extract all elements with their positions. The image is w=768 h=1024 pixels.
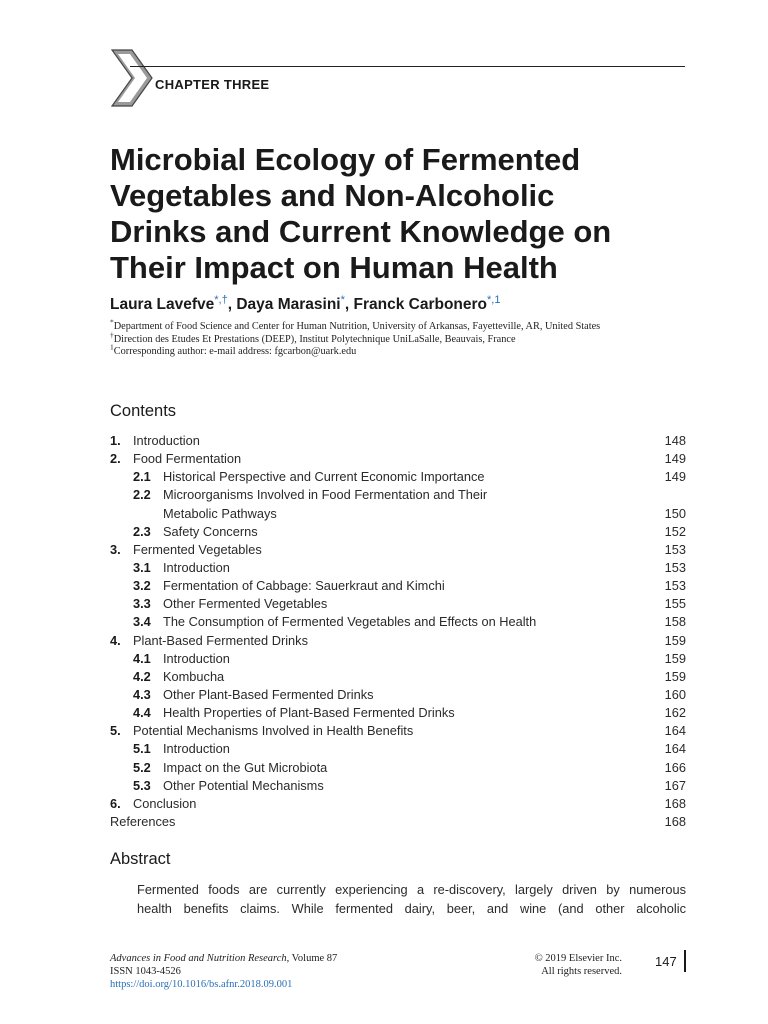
- author-affiliation-mark[interactable]: *: [340, 293, 345, 306]
- toc-entry-number: 2.: [110, 451, 121, 467]
- toc-entry-page: 159: [664, 668, 686, 684]
- author-affiliation-mark[interactable]: *,†: [214, 293, 228, 306]
- paper-title: [110, 142, 710, 286]
- toc-entry-number: 2.3: [133, 523, 151, 539]
- toc-entry-title: Food Fermentation: [133, 451, 242, 467]
- toc-entry[interactable]: [110, 450, 686, 468]
- title-line: Vegetables and Non-Alcoholic: [110, 178, 555, 213]
- toc-entry-page: 167: [664, 777, 686, 793]
- toc-entry-page: 168: [664, 813, 686, 829]
- toc-entry[interactable]: [110, 523, 686, 541]
- toc-entry-number: 3.: [110, 541, 121, 557]
- toc-entry[interactable]: [110, 795, 686, 813]
- toc-entry[interactable]: [110, 704, 686, 722]
- toc-entry-title: Introduction: [163, 650, 230, 666]
- toc-entry-title: The Consumption of Fermented Vegetables and Effects on Health: [163, 614, 537, 630]
- footer-citation: [110, 952, 337, 991]
- toc-entry[interactable]: [110, 668, 686, 686]
- toc-entry-page: 159: [664, 632, 686, 648]
- chapter-label: CHAPTER THREE: [155, 77, 270, 92]
- toc-entry-number: 5.3: [133, 777, 151, 793]
- author-name: Daya Marasini: [236, 296, 341, 313]
- abstract-heading: Abstract: [110, 850, 171, 868]
- toc-entry-page: 160: [664, 686, 686, 702]
- toc-entry-number: 4.1: [133, 650, 151, 666]
- toc-entry-number: 5.: [110, 723, 121, 739]
- affiliation: †Direction des Etudes Et Prestations (DEEP), Institut Polytechnique UniLaSalle, Beauvais, France: [110, 330, 516, 345]
- toc-entry-number: 3.2: [133, 578, 151, 594]
- toc-entry[interactable]: [110, 559, 686, 577]
- toc-entry-title: Health Properties of Plant-Based Fermented Drinks: [163, 705, 455, 721]
- toc-entry[interactable]: [110, 722, 686, 740]
- toc-entry[interactable]: [110, 468, 686, 486]
- toc-entry-page: 153: [664, 541, 686, 557]
- toc-entry[interactable]: [110, 541, 686, 559]
- toc-entry-page: 164: [664, 723, 686, 739]
- toc-entry[interactable]: [110, 777, 686, 795]
- abstract-text: [137, 880, 686, 918]
- title-line: Drinks and Current Knowledge on: [110, 214, 612, 249]
- page-number-rule: [684, 950, 686, 972]
- toc-entry-number: 4.4: [133, 705, 151, 721]
- toc-entry[interactable]: [110, 632, 686, 650]
- toc-entry[interactable]: [110, 432, 686, 450]
- toc-entry-number: 5.2: [133, 759, 151, 775]
- toc-entry[interactable]: [110, 613, 686, 631]
- chapter-chevron-icon: [110, 48, 154, 108]
- toc-entry-page: 150: [664, 505, 686, 521]
- chapter-rule: [130, 66, 685, 67]
- toc-entry-number: 4.3: [133, 686, 151, 702]
- toc-entry[interactable]: [110, 505, 686, 523]
- abstract-line: Fermented foods are currently experiencing a re-discovery, largely driven by numerous: [137, 882, 686, 897]
- toc-entry-page: 153: [664, 578, 686, 594]
- toc-entry-number: 1.: [110, 433, 121, 448]
- toc-entry[interactable]: [110, 813, 686, 831]
- doi-link[interactable]: https://doi.org/10.1016/bs.afnr.2018.09.001: [110, 979, 293, 990]
- toc-entry-title: Safety Concerns: [163, 523, 258, 539]
- toc-entry-page: 155: [664, 596, 686, 612]
- author-affiliation-mark[interactable]: *,1: [487, 293, 501, 306]
- journal-volume: , Volume 87: [286, 953, 338, 964]
- toc-entry-page: 159: [664, 650, 686, 666]
- toc-entry-number: 5.1: [133, 741, 151, 757]
- toc-entry-title: Fermented Vegetables: [133, 541, 262, 557]
- affiliations: [110, 317, 690, 359]
- toc-entry[interactable]: [110, 577, 686, 595]
- toc-entry-number: 4.2: [133, 668, 151, 684]
- contents-heading: Contents: [110, 402, 177, 420]
- toc-entry-title: Introduction: [133, 433, 200, 448]
- toc-entry-title: Potential Mechanisms Involved in Health Benefits: [133, 723, 414, 739]
- toc-entry-title: Introduction: [163, 741, 230, 757]
- toc-entry-number: 4.: [110, 632, 121, 648]
- toc-entry-number: 3.4: [133, 614, 151, 630]
- toc-entry-page: 168: [664, 795, 686, 811]
- toc-entry-title: Plant-Based Fermented Drinks: [133, 632, 308, 648]
- toc-entry-title: Other Potential Mechanisms: [163, 777, 324, 793]
- footer-copyright: [505, 952, 622, 978]
- toc-entry-title: Metabolic Pathways: [163, 505, 277, 521]
- page-number: 147: [655, 954, 677, 969]
- toc-entry-title: Microorganisms Involved in Food Fermentation and Their: [163, 487, 488, 503]
- toc-entry-number: 3.1: [133, 559, 151, 575]
- toc-entry-page: 164: [664, 741, 686, 757]
- toc-entry-page: 166: [664, 759, 686, 775]
- author-name: Laura Lavefve: [110, 296, 215, 313]
- toc-entry-title: Other Plant-Based Fermented Drinks: [163, 686, 374, 702]
- toc-entry-page: 148: [664, 433, 686, 448]
- toc-entry-number: 3.3: [133, 596, 151, 612]
- toc-entry-page: 158: [664, 614, 686, 630]
- author-name: Franck Carbonero: [353, 296, 488, 313]
- toc-entry-title: Kombucha: [163, 668, 225, 684]
- abstract-line: health benefits claims. While fermented dairy, beer, and wine (and other alcoholic: [137, 901, 686, 916]
- toc-entry-page: 149: [664, 451, 686, 467]
- toc-entry-title: Introduction: [163, 559, 230, 575]
- toc-entry-page: 162: [664, 705, 686, 721]
- title-line: Their Impact on Human Health: [110, 250, 558, 285]
- toc-entry-title: References: [110, 813, 176, 829]
- toc-entry-number: 2.1: [133, 469, 151, 485]
- author-list: Laura Lavefve*,†, Daya Marasini*, Franck Carbonero$^{*,1}$: [110, 293, 501, 313]
- toc-entry[interactable]: [110, 486, 686, 504]
- toc-entry-title: Conclusion: [133, 795, 197, 811]
- toc-entry-page: 153: [664, 559, 686, 575]
- toc-entry-number: 2.2: [133, 487, 151, 503]
- table-of-contents: [110, 432, 686, 831]
- toc-entry[interactable]: [110, 650, 686, 668]
- toc-entry-page: 149: [664, 469, 686, 485]
- toc-entry[interactable]: [110, 595, 686, 613]
- toc-entry[interactable]: [110, 759, 686, 777]
- toc-entry-title: Historical Perspective and Current Economic Importance: [163, 469, 485, 485]
- affiliation: *Department of Food Science and Center for Human Nutrition, University of Arkansas, Fayetteville, AR, United States: [110, 317, 601, 332]
- journal-name: Advances in Food and Nutrition Research: [110, 953, 287, 964]
- toc-entry-title: Impact on the Gut Microbiota: [163, 759, 328, 775]
- title-line: Microbial Ecology of Fermented: [110, 142, 581, 177]
- toc-entry-title: Fermentation of Cabbage: Sauerkraut and Kimchi: [163, 578, 445, 594]
- copyright: © 2019 Elsevier Inc.: [534, 953, 622, 964]
- issn: ISSN 1043-4526: [110, 966, 181, 977]
- toc-entry[interactable]: [110, 686, 686, 704]
- toc-entry-title: Other Fermented Vegetables: [163, 596, 328, 612]
- toc-entry[interactable]: [110, 740, 686, 758]
- toc-entry-number: 6.: [110, 795, 121, 811]
- rights: All rights reserved.: [541, 966, 622, 977]
- affiliation: $^1$Corresponding author: e-mail address: fgcarbon@uark.edu: [110, 342, 357, 357]
- toc-entry-page: 152: [664, 523, 686, 539]
